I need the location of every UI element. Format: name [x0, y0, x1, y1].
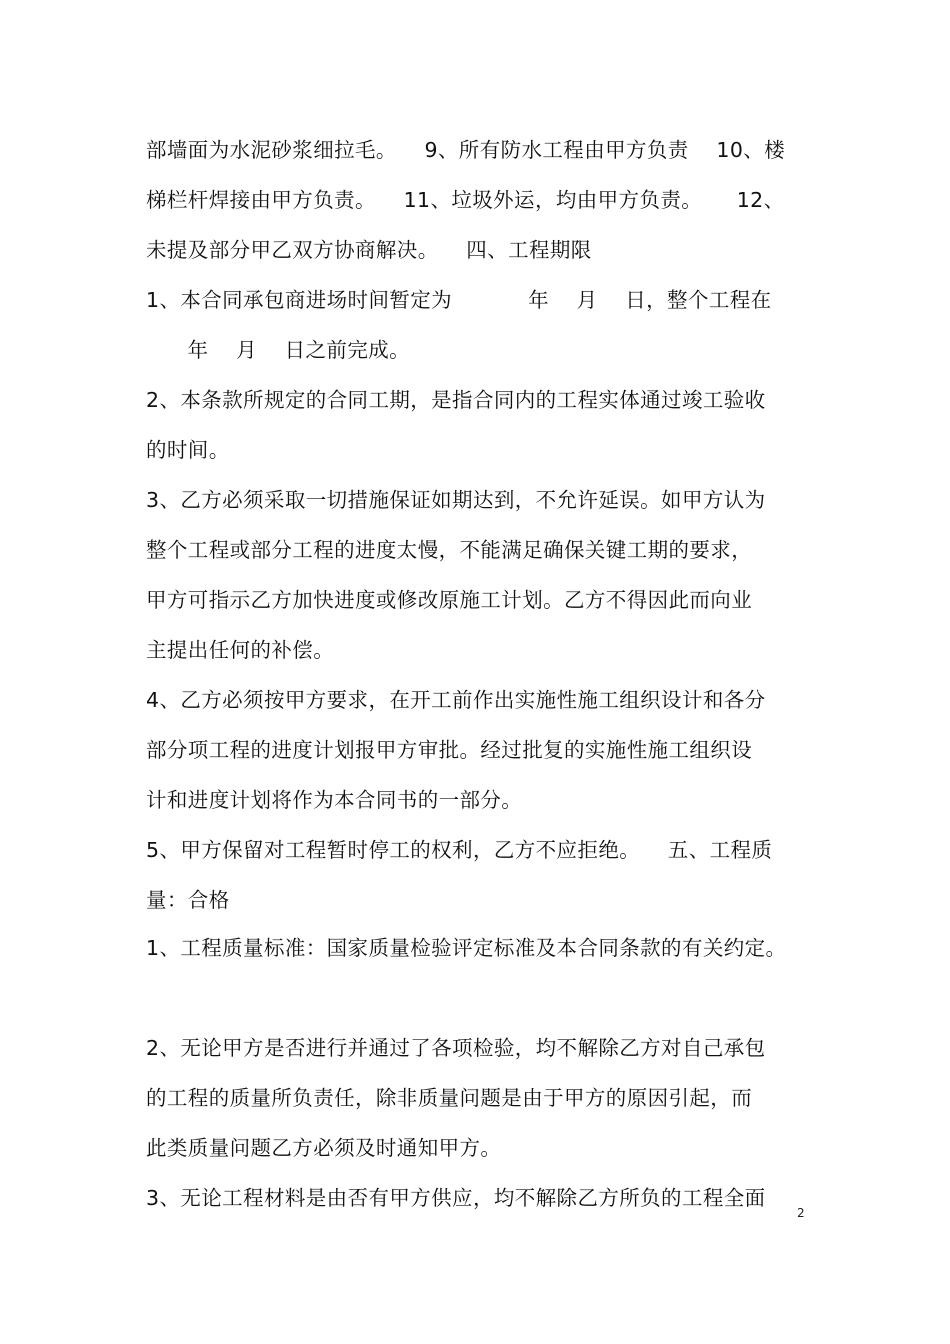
text-line: 3、无论工程材料是由否有甲方供应，均不解除乙方所负的工程全面 [146, 1186, 766, 1210]
page-number: 2 [797, 1206, 805, 1220]
text-line: 部分项工程的进度计划报甲方审批。经过批复的实施性施工组织设 [146, 738, 753, 762]
text-line: 2、无论甲方是否进行并通过了各项检验，均不解除乙方对自己承包 [146, 1036, 766, 1060]
text-line: 2、本条款所规定的合同工期，是指合同内的工程实体通过竣工验收 [146, 388, 766, 412]
text-line: 计和进度计划将作为本合同书的一部分。 [146, 788, 523, 812]
text-line: 主提出任何的补偿。 [146, 638, 335, 662]
text-line: 未提及部分甲乙双方协商解决。 四、工程期限 [146, 238, 592, 262]
text-line: 的时间。 [146, 438, 230, 462]
text-line: 梯栏杆焊接由甲方负责。 11、垃圾外运，均由甲方负责。 12、 [146, 188, 785, 212]
text-line: 部墙面为水泥砂浆细拉毛。 9、所有防水工程由甲方负责 10、楼 [146, 138, 786, 162]
text-line: 3、乙方必须采取一切措施保证如期达到，不允许延误。如甲方认为 [146, 488, 766, 512]
text-line: 甲方可指示乙方加快进度或修改原施工计划。乙方不得因此而向业 [146, 588, 753, 612]
text-line: 的工程的质量所负责任，除非质量问题是由于甲方的原因引起，而 [146, 1086, 753, 1110]
text-line: 整个工程或部分工程的进度太慢，不能满足确保关键工期的要求， [146, 538, 753, 562]
text-line: 5、甲方保留对工程暂时停工的权利，乙方不应拒绝。 五、工程质 [146, 838, 773, 862]
text-line: 1、本合同承包商进场时间暂定为 年 月 日，整个工程在 [146, 288, 772, 312]
text-line: 4、乙方必须按甲方要求，在开工前作出实施性施工组织设计和各分 [146, 688, 766, 712]
text-line: 年 月 日之前完成。 [146, 338, 411, 362]
text-line: 1、工程质量标准：国家质量检验评定标准及本合同条款的有关约定。 [146, 936, 787, 960]
text-line: 此类质量问题乙方必须及时通知甲方。 [146, 1136, 502, 1160]
text-line: 量：合格 [146, 888, 230, 912]
